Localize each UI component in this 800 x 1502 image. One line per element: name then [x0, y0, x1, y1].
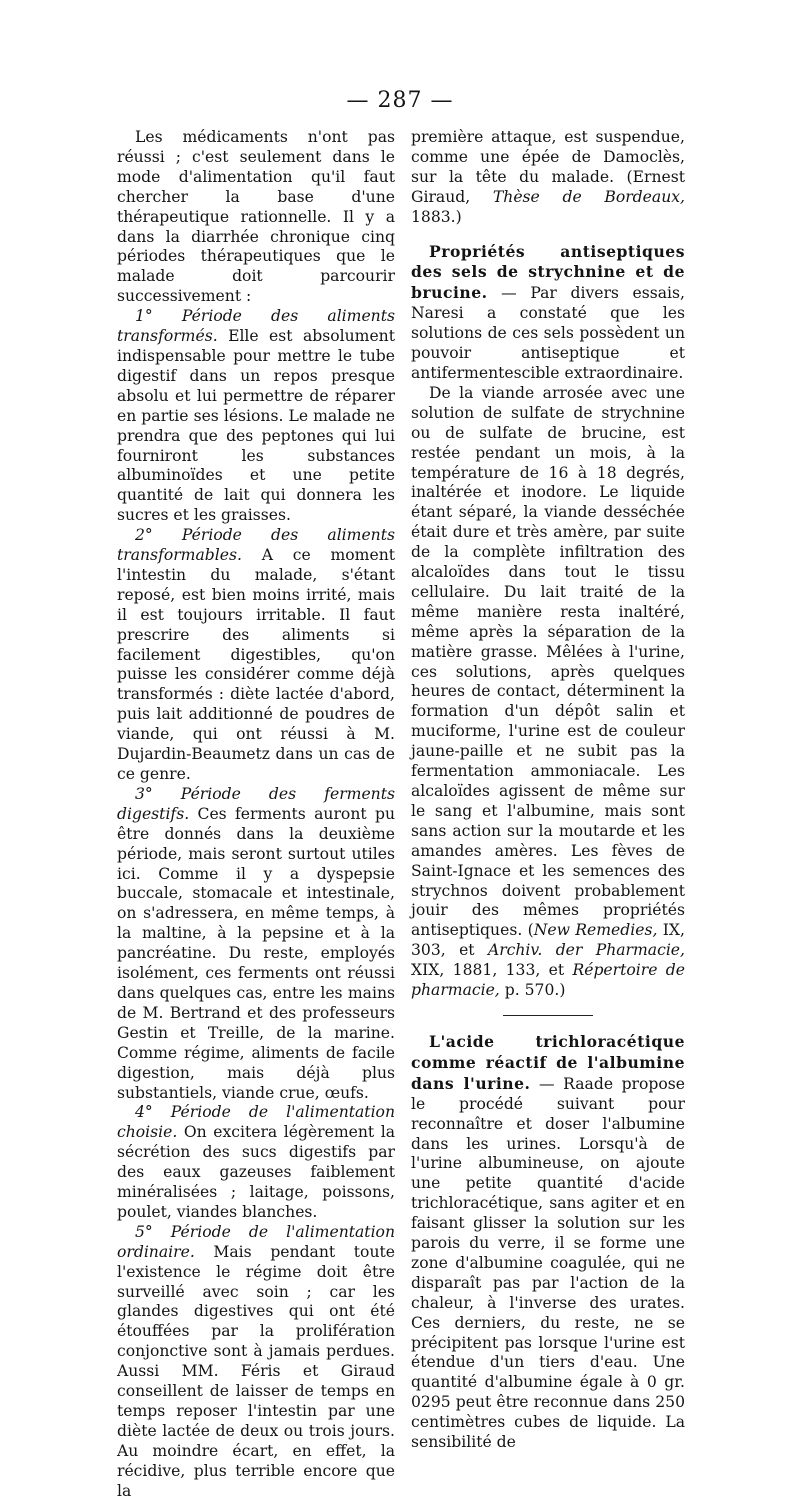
section-strychnine-text: — Par divers essais, Naresi a constaté que les solutions de ces sels possèdent un pouvoir antiseptique et antifermentescible extraordinaire. — [411, 284, 685, 382]
period-1-text: Elle est absolument indispensable pour mettre le tube digestif dans un repos presque absolu et lui permettre de réparer en partie ses lésions. Le malade ne prendra que des peptones qui lui fourniront les substances albuminoïdes et une petite quantité de lait qui donnera les sucres et les graisses. — [117, 327, 395, 525]
continuation-end: 1883.) — [411, 207, 462, 226]
left-column — [117, 128, 395, 1502]
paragraph-period-5 — [117, 1223, 395, 1502]
period-3-text: Ces ferments auront pu être donnés dans la deuxième période, mais seront surtout utiles ici. Comme il y a dyspepsie buccale, stomacale et intestinale, on s'adressera, en même temps, à la maltine, à la pepsine et à la pancréatine. Du reste, employés isolément, ces ferments ont réussi dans quelques cas, entre les mains de M. Bertrand et des professeurs Gestin et Treille, de la marine. Comme régime, aliments de facile digestion, mais déjà plus substantiels, viande crue, œufs. — [117, 804, 395, 1102]
section-spacer — [411, 228, 685, 242]
section-strychnine-heading: Propriétés antiseptiques des sels de strychnine et de brucine. — [411, 241, 685, 303]
page-number: — 287 — — [346, 88, 454, 113]
citation-sep-2: XIX, 1881, 133, et — [411, 961, 573, 980]
section-trichloracetic — [411, 1032, 685, 1453]
paragraph-period-3 — [117, 785, 395, 1104]
paragraph-period-4 — [117, 1103, 395, 1222]
period-5-text: Mais pendant toute l'existence le régime doit être surveillé avec soin ; car les glandes digestives qui ont été étouffées par la prolifération conjonctive sont à jamais perdues. Aussi MM. Féris et Giraud conseillent de laisser de temps en temps reposer l'intestin par une diète lactée de deux ou trois jours. Au moindre écart, en effet, la récidive, plus terrible encore que la — [117, 1242, 395, 1500]
paragraph-continuation — [411, 128, 685, 228]
period-3-label: 3° Période des ferments digestifs. — [117, 784, 395, 823]
period-2-text: A ce moment l'intestin du malade, s'étant reposé, est bien moins irrité, mais il est toujours irritable. Il faut prescrire des aliments si facilement digestibles, qu'on puisse les considérer comme déjà transformés : diète lactée d'abord, puis lait additionné de poudres de viande, qui ont réussi à M. Dujardin-Beaumetz dans un cas de ce genre. — [117, 546, 395, 783]
right-column — [411, 128, 685, 1453]
citation-end: p. 570.) — [499, 981, 566, 1000]
citation-repertoire: Répertoire de pharmacie, — [411, 961, 685, 1000]
paragraph-intro: Les médicaments n'ont pas réussi ; c'est seulement dans le mode d'alimentation qu'il faut chercher la base d'une thérapeutique rationnelle. Il y a dans la diarrhée chronique cinq périodes thérapeutiques que le malade doit parcourir successivement : — [117, 128, 395, 306]
section-trichloracetic-heading: L'acide trichloracétique comme réactif de l'albumine dans l'urine. — [411, 1031, 685, 1093]
strychnine-body-text: De la viande arrosée avec une solution de sulfate de strychnine ou de sulfate de brucine, est restée pendant un mois, à la température de 16 à 18 degrés, inaltérée et inodore. Le liquide étant séparé, la viande desséchée était dure et très amère, par suite de la complète infiltration des alcaloïdes dans tout le tissu cellulaire. Du lait traité de la même manière resta inaltéré, même après la séparation de la matière grasse. Mêlées à l'urine, ces solutions, après quelques heures de contact, déterminent la formation d'un dépôt salin et muciforme, l'urine est de couleur jaune-paille et ne subit pas la fermentation ammoniacale. Les alcaloïdes agissent de même sur le sang et l'albumine, mais sont sans action sur la moutarde et les amandes amères. Les fèves de Saint-Ignace et les semences des strychnos doivent probablement jouir des mêmes propriétés antiseptiques. ( — [411, 383, 685, 940]
section-strychnine — [411, 242, 685, 384]
continuation-text: première attaque, est suspendue, comme une épée de Damoclès, sur la tête du malade. (Ernest Giraud, — [411, 128, 685, 206]
period-1-label: 1° Période des aliments transformés. — [117, 307, 395, 346]
period-5-label: 5° Période de l'alimentation ordinaire. — [117, 1222, 395, 1261]
paragraph-period-2 — [117, 526, 395, 785]
citation-sep-1: IX, 303, et — [411, 921, 685, 960]
section-trichloracetic-text: — Raade propose le procédé suivant pour reconnaître et doser l'albumine dans les urines. Lorsqu'à de l'urine albumineuse, on ajoute une petite quantité d'acide trichloracétique, sans agiter et en faisant glisser la solution sur les parois du verre, il se forme une zone d'albumine coagulée, qui ne disparaît pas par l'action de la chaleur, à l'inverse des urates. Ces derniers, du reste, ne se précipitent pas lorsque l'urine est étendue d'un tiers d'eau. Une quantité d'albumine égale à 0 gr. 0295 peut être reconnue dans 250 centimètres cubes de liquide. La sensibilité de — [411, 1074, 686, 1452]
period-4-label: 4° Période de l'alimentation choisie. — [117, 1103, 395, 1142]
citation-new-remedies: New Remedies, — [533, 921, 658, 940]
continuation-citation: Thèse de Bordeaux, — [492, 187, 685, 206]
section-divider — [503, 1015, 593, 1016]
paragraph-period-1 — [117, 307, 395, 526]
period-2-label: 2° Période des aliments transformables. — [117, 526, 395, 565]
period-4-text: On excitera légèrement la sécrétion des sucs digestifs par des eaux gazeuses faiblement minéralisées ; laitage, poissons, poulet, viandes blanches. — [117, 1123, 395, 1221]
citation-archiv: Archiv. der Pharmacie, — [487, 941, 685, 960]
section-strychnine-body — [411, 384, 685, 1001]
